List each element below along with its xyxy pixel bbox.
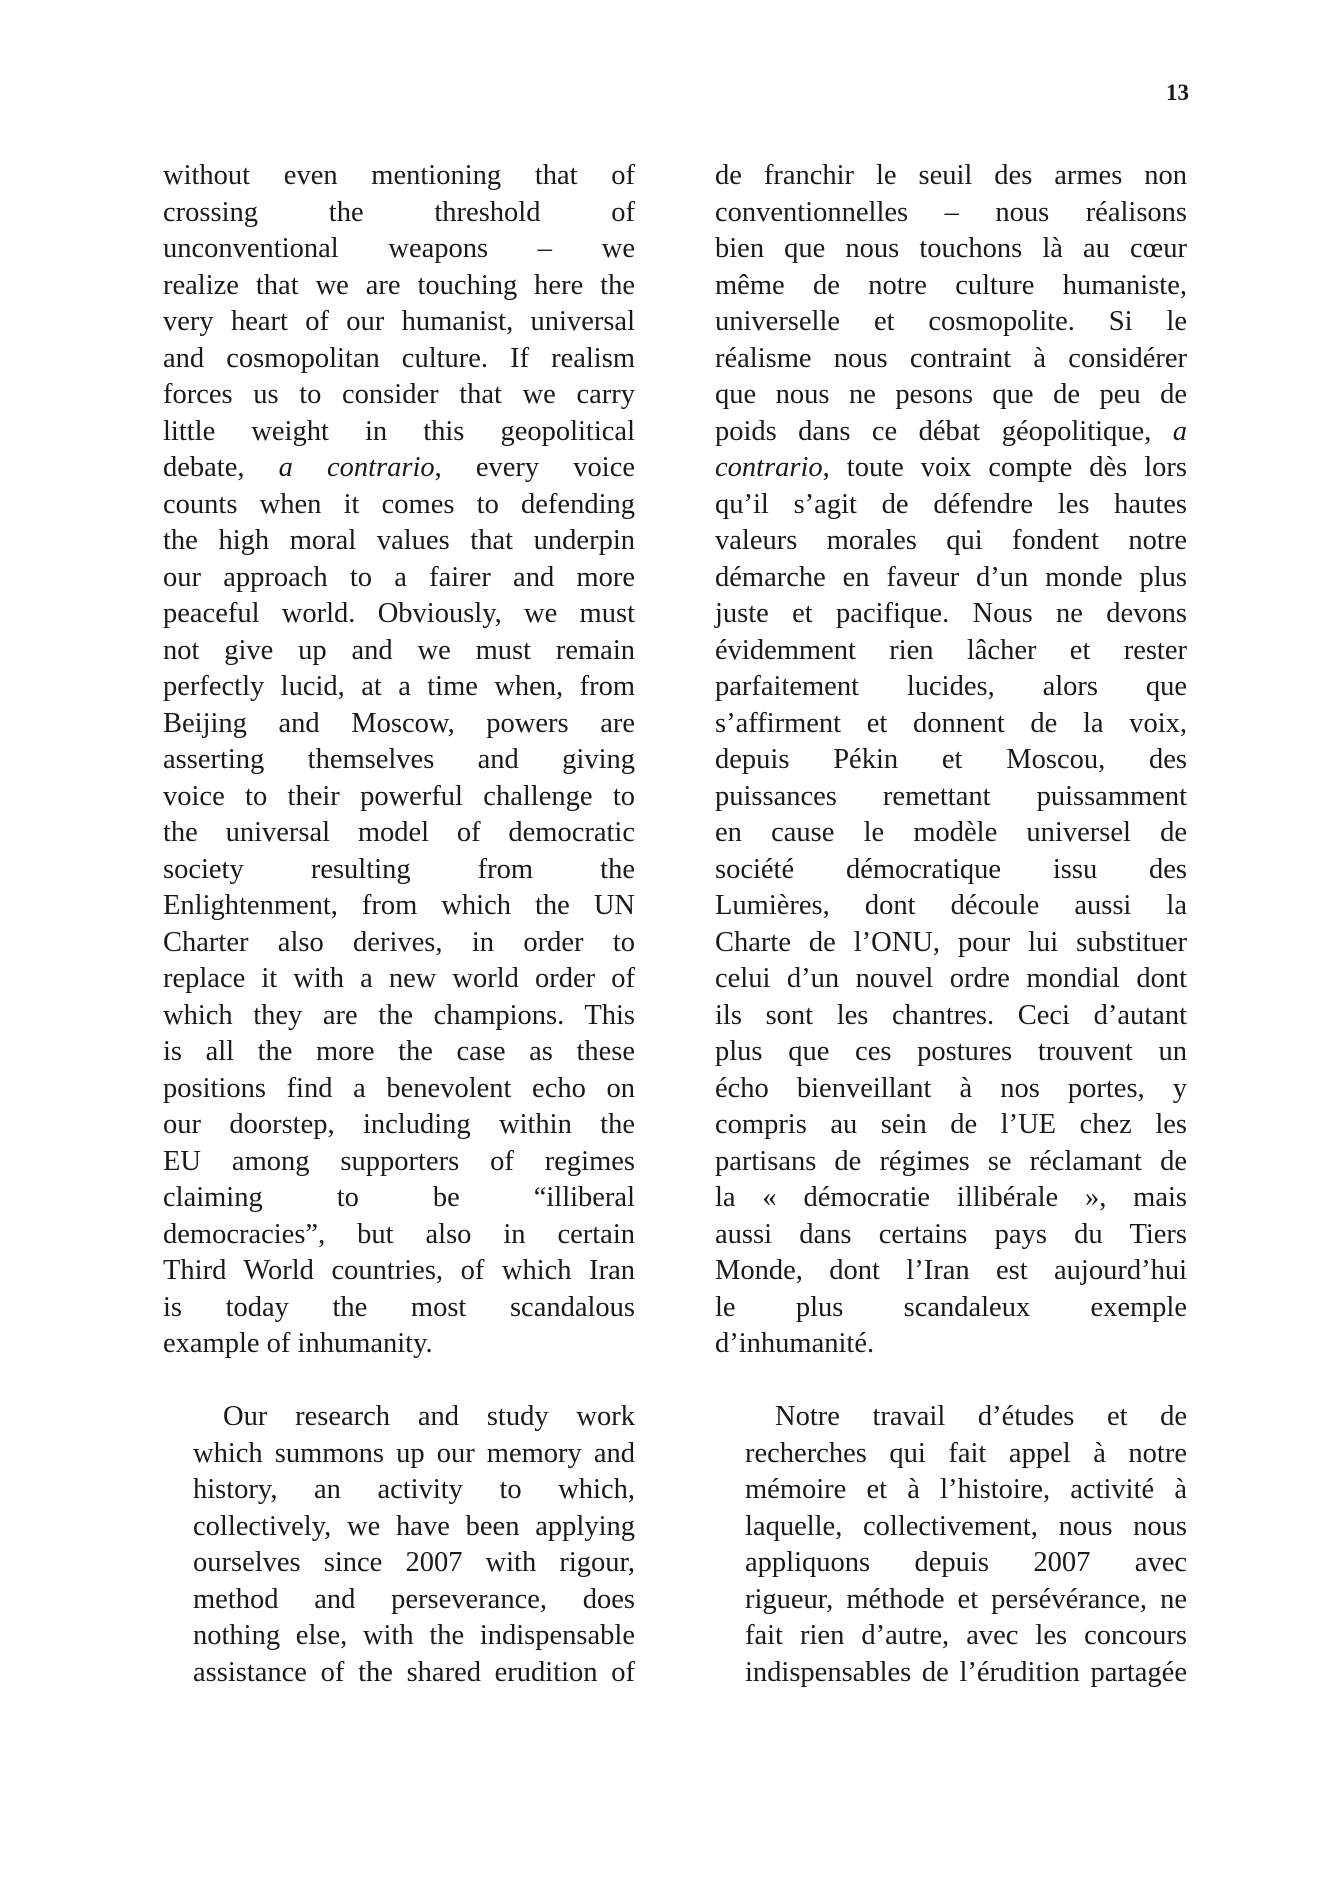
text-line: Notre travail d’études et de xyxy=(775,1401,1187,1432)
text-line: example of inhumanity. xyxy=(163,1328,433,1359)
text-line: which they are the champions. This xyxy=(163,999,635,1031)
text-line: positions find a benevolent echo on xyxy=(163,1072,635,1104)
text-line: Lumières, dont découle aussi la xyxy=(715,890,1187,921)
text-line: democracies”, but also in certain xyxy=(163,1218,635,1250)
text-line: society resulting from the xyxy=(163,853,635,885)
text-line: celui d’un nouvel ordre mondial dont xyxy=(715,963,1187,994)
text-line: réalisme nous contraint à considérer xyxy=(715,342,1187,374)
text-line: nothing else, with the indispensable xyxy=(193,1620,635,1651)
text-line: forces us to consider that we carry xyxy=(163,379,635,410)
text-line: replace it with a new world order of xyxy=(163,963,635,994)
text-line: partisans de régimes se réclamant de xyxy=(715,1145,1187,1177)
text-line: même de notre culture humaniste, xyxy=(715,269,1187,301)
text-line: bien que nous touchons là au cœur xyxy=(715,233,1187,264)
text-line: compris au sein de l’UE chez les xyxy=(715,1109,1187,1140)
text-line: ourselves since 2007 with rigour, xyxy=(193,1547,635,1578)
text-line: Monde, dont l’Iran est aujourd’hui xyxy=(715,1255,1187,1286)
english-column xyxy=(163,158,635,1691)
text-line: appliquons depuis 2007 avec xyxy=(745,1547,1187,1578)
french-paragraph-1 xyxy=(715,158,1187,1363)
text-line: que nous ne pesons que de peu de xyxy=(715,379,1187,410)
french-column xyxy=(715,158,1187,1691)
text-line: our approach to a fairer and more xyxy=(163,561,635,593)
text-line: Enlightenment, from which the UN xyxy=(163,890,635,921)
text-line: indispensables de l’érudition partagée xyxy=(745,1656,1187,1688)
text-line: en cause le modèle universel de xyxy=(715,817,1187,848)
text-line: crossing the threshold of xyxy=(163,196,635,228)
text-line: valeurs morales qui fondent notre xyxy=(715,525,1187,556)
text-line: assistance of the shared erudition of xyxy=(193,1656,635,1688)
text-line: rigueur, méthode et persévérance, ne xyxy=(745,1583,1187,1615)
text-line: perfectly lucid, at a time when, from xyxy=(163,671,635,702)
text-line: s’affirment et donnent de la voix, xyxy=(715,707,1187,739)
text-line: contrario, toute voix compte dès lors xyxy=(715,452,1187,483)
text-line: conventionnelles – nous réalisons xyxy=(715,196,1187,228)
text-line: évidemment rien lâcher et rester xyxy=(715,634,1187,666)
text-line: claiming to be “illiberal xyxy=(163,1182,635,1213)
text-line: Charter also derives, in order to xyxy=(163,926,635,958)
text-line: société démocratique issu des xyxy=(715,853,1187,885)
text-line: plus que ces postures trouvent un xyxy=(715,1036,1187,1067)
text-line: écho bienveillant à nos portes, y xyxy=(715,1072,1187,1104)
text-line: and cosmopolitan culture. If realism xyxy=(163,342,635,374)
text-line: Third World countries, of which Iran xyxy=(163,1255,635,1286)
page-number: 13 xyxy=(1166,80,1189,105)
text-line: is today the most scandalous xyxy=(163,1291,635,1323)
text-line: fait rien d’autre, avec les concours xyxy=(745,1620,1187,1651)
text-line: juste et pacifique. Nous ne devons xyxy=(715,598,1187,629)
text-line: asserting themselves and giving xyxy=(163,744,635,775)
text-line: depuis Pékin et Moscou, des xyxy=(715,744,1187,775)
text-line: the high moral values that underpin xyxy=(163,525,635,556)
text-line: collectively, we have been applying xyxy=(193,1510,635,1542)
text-line: voice to their powerful challenge to xyxy=(163,780,635,812)
text-line: qu’il s’agit de défendre les hautes xyxy=(715,488,1187,520)
text-line: method and perseverance, does xyxy=(193,1583,635,1615)
text-line: universelle et cosmopolite. Si le xyxy=(715,306,1187,337)
text-line: démarche en faveur d’un monde plus xyxy=(715,561,1187,593)
text-line: realize that we are touching here the xyxy=(163,269,635,301)
french-paragraph-2 xyxy=(715,1399,1187,1691)
text-line: very heart of our humanist, universal xyxy=(163,306,635,337)
text-line: Beijing and Moscow, powers are xyxy=(163,707,635,739)
text-line: mémoire et à l’histoire, activité à xyxy=(745,1474,1187,1505)
text-line: unconventional weapons – we xyxy=(163,233,635,264)
text-line: poids dans ce débat géopolitique, a xyxy=(715,415,1187,447)
text-line: is all the more the case as these xyxy=(163,1036,635,1067)
text-line: Charte de l’ONU, pour lui substituer xyxy=(715,926,1187,958)
text-line: recherches qui fait appel à notre xyxy=(745,1437,1187,1469)
english-paragraph-2 xyxy=(163,1399,635,1691)
text-line: without even mentioning that of xyxy=(163,160,635,191)
text-line: laquelle, collectivement, nous nous xyxy=(745,1510,1187,1542)
text-line: aussi dans certains pays du Tiers xyxy=(715,1218,1187,1250)
text-line: ils sont les chantres. Ceci d’autant xyxy=(715,999,1187,1031)
english-paragraph-1 xyxy=(163,158,635,1363)
text-line: le plus scandaleux exemple xyxy=(715,1291,1187,1323)
text-line: de franchir le seuil des armes non xyxy=(715,160,1187,191)
text-line: little weight in this geopolitical xyxy=(163,415,635,447)
text-line: d’inhumanité. xyxy=(715,1328,875,1359)
text-line: which summons up our memory and xyxy=(193,1437,635,1469)
text-line: EU among supporters of regimes xyxy=(163,1145,635,1177)
text-line: the universal model of democratic xyxy=(163,817,635,848)
text-line: counts when it comes to defending xyxy=(163,488,635,520)
text-line: Our research and study work xyxy=(223,1401,635,1432)
text-line: our doorstep, including within the xyxy=(163,1109,635,1140)
text-line: history, an activity to which, xyxy=(193,1474,635,1505)
text-line: la « démocratie illibérale », mais xyxy=(715,1182,1187,1213)
text-line: parfaitement lucides, alors que xyxy=(715,671,1187,702)
text-line: puissances remettant puissamment xyxy=(715,780,1187,812)
text-line: not give up and we must remain xyxy=(163,634,635,666)
text-line: debate, a contrario, every voice xyxy=(163,452,635,483)
text-line: peaceful world. Obviously, we must xyxy=(163,598,635,629)
